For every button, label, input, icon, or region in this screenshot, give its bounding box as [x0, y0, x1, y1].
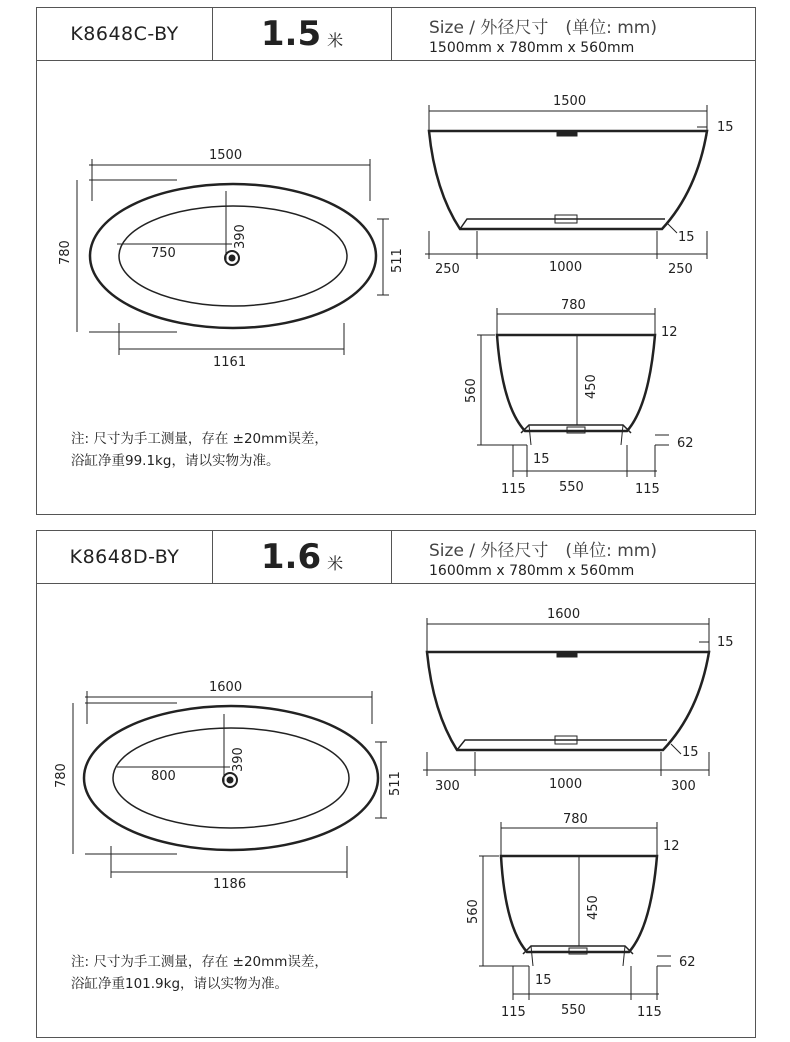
measurement-note [71, 951, 328, 995]
length-value: 1.5 [260, 14, 322, 54]
size-text: 1600mm x 780mm x 560mm [429, 563, 635, 579]
plan-inner-width-label: 511 [388, 771, 403, 796]
note-line-2: 浴缸净重101.9kg，请以实物为准。 [71, 976, 289, 992]
side-elevation [425, 105, 707, 259]
side-left-end-label: 250 [435, 262, 460, 277]
plan-width-label: 780 [54, 763, 69, 788]
plan-drain-x-label: 750 [151, 246, 176, 261]
length-unit: 米 [327, 30, 344, 50]
end-elevation [477, 308, 669, 477]
side-elevation [423, 618, 709, 776]
note-line-1: 注: 尺寸为手工测量，存在 ±20mm误差， [71, 431, 328, 447]
length-unit: 米 [327, 553, 344, 573]
side-rim-label: 15 [717, 635, 734, 650]
product-card-k8648d [36, 530, 756, 1038]
length-value: 1.6 [260, 537, 322, 577]
plan-drain-y-label: 390 [231, 747, 246, 772]
end-right-end-label: 115 [635, 482, 660, 497]
plan-view [73, 691, 387, 878]
end-left-end-label: 115 [501, 1005, 526, 1020]
end-left-end-label: 115 [501, 482, 526, 497]
size-heading: Size / 外径尺寸 (单位: mm) [429, 18, 657, 38]
side-length-label: 1500 [553, 94, 587, 109]
size-heading: Size / 外径尺寸 (单位: mm) [429, 541, 657, 561]
side-skirt-label: 15 [682, 745, 699, 760]
end-foot-width-label: 15 [535, 973, 552, 988]
side-left-end-label: 300 [435, 779, 460, 794]
end-base-label: 550 [561, 1003, 586, 1018]
plan-inner-length-label: 1186 [213, 877, 247, 892]
end-width-label: 780 [561, 298, 586, 313]
side-skirt-label: 15 [678, 230, 695, 245]
measurement-note [71, 428, 328, 472]
side-right-end-label: 300 [671, 779, 696, 794]
model-number: K8648C-BY [37, 8, 213, 60]
plan-drain-x-label: 800 [151, 769, 176, 784]
plan-width-label: 780 [58, 240, 73, 265]
size-text: 1500mm x 780mm x 560mm [429, 40, 635, 56]
side-base-label: 1000 [549, 777, 583, 792]
end-right-end-label: 115 [637, 1005, 662, 1020]
side-right-end-label: 250 [668, 262, 693, 277]
note-line-1: 注: 尺寸为手工测量，存在 ±20mm误差， [71, 954, 328, 970]
end-height-label: 560 [464, 378, 479, 403]
plan-view [77, 159, 389, 355]
dimensions-cell [429, 536, 749, 579]
end-base-label: 550 [559, 480, 584, 495]
model-number: K8648D-BY [37, 531, 213, 583]
spec-header [37, 531, 755, 584]
end-foot-width-label: 15 [533, 452, 550, 467]
end-foot-height-label: 62 [679, 955, 696, 970]
end-depth-label: 450 [584, 374, 599, 399]
side-base-label: 1000 [549, 260, 583, 275]
product-card-k8648c [36, 7, 756, 515]
plan-length-label: 1600 [209, 680, 243, 695]
plan-inner-width-label: 511 [390, 248, 405, 273]
end-height-label: 560 [466, 899, 481, 924]
side-length-label: 1600 [547, 607, 581, 622]
length-cell [213, 531, 392, 583]
dimensions-cell [429, 13, 749, 56]
end-rim-label: 12 [663, 839, 680, 854]
end-width-label: 780 [563, 812, 588, 827]
note-line-2: 浴缸净重99.1kg，请以实物为准。 [71, 453, 280, 469]
end-rim-label: 12 [661, 325, 678, 340]
side-rim-label: 15 [717, 120, 734, 135]
plan-inner-length-label: 1161 [213, 355, 247, 370]
end-depth-label: 450 [586, 895, 601, 920]
plan-drain-y-label: 390 [233, 224, 248, 249]
end-elevation [479, 822, 671, 1000]
plan-length-label: 1500 [209, 148, 243, 163]
length-cell [213, 8, 392, 60]
end-foot-height-label: 62 [677, 436, 694, 451]
spec-header [37, 8, 755, 61]
